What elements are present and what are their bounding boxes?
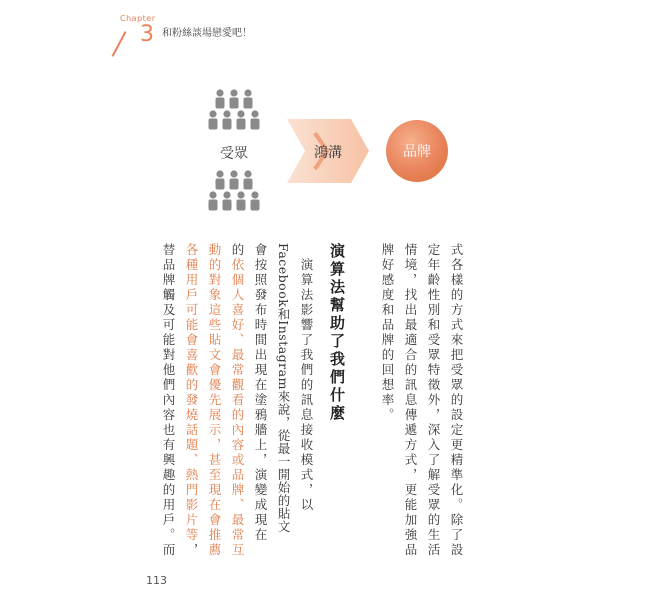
body-column-7: 會按照發布時間出現在塗鴉牆上，演變成現在 bbox=[253, 243, 268, 543]
audience-people-icon-top bbox=[209, 89, 260, 129]
body-column-8 bbox=[229, 243, 246, 558]
body-column-10-text: ， bbox=[184, 543, 199, 558]
audience-people-icon-bottom bbox=[209, 170, 260, 210]
chapter-title: 和粉絲談場戀愛吧！ bbox=[162, 28, 252, 39]
body-column-1: 式各樣的方式來把受眾的設定更精準化。除了設 bbox=[449, 243, 464, 558]
body-column-10-highlight: 各種用戶可能會喜歡的發燒話題、熱門影片等 bbox=[184, 243, 199, 543]
body-column-6: Facebook和Instagram來說，從最一開始的貼文 bbox=[276, 243, 291, 533]
body-column-3: 情境，找出最適合的訊息傳遞方式，更能加強品 bbox=[403, 243, 418, 558]
chapter-number: 3 bbox=[140, 22, 154, 47]
gap-label: 鴻溝 bbox=[314, 145, 342, 161]
body-column-2: 定年齡性別和受眾特徵外，深入了解受眾的生活 bbox=[426, 243, 441, 558]
body-column-8-text: 的 bbox=[230, 243, 245, 258]
audience-label: 受眾 bbox=[220, 146, 248, 162]
body-column-8-highlight: 依個人喜好、最常觀看的內容或品牌、最常互 bbox=[230, 258, 245, 558]
chapter-label: Chapter bbox=[120, 14, 156, 23]
body-column-4: 牌好感度和品牌的回想率。 bbox=[380, 243, 395, 423]
body-column-10 bbox=[183, 243, 200, 558]
body-column-5: 演算法影響了我們的訊息接收模式，以 bbox=[299, 243, 314, 513]
page-number: 113 bbox=[146, 574, 167, 587]
audience-gap-brand-diagram bbox=[195, 85, 455, 215]
section-heading: 演算法幫助了我們什麼 bbox=[328, 243, 346, 423]
brand-label: 品牌 bbox=[403, 144, 431, 160]
chapter-slash-decoration bbox=[112, 31, 127, 57]
body-column-11: 替品牌觸及可能對他們內容也有興趣的用戶。而 bbox=[161, 243, 176, 558]
body-column-9-highlight: 動的對象這些貼文會優先展示，甚至現在會推薦 bbox=[207, 243, 222, 558]
